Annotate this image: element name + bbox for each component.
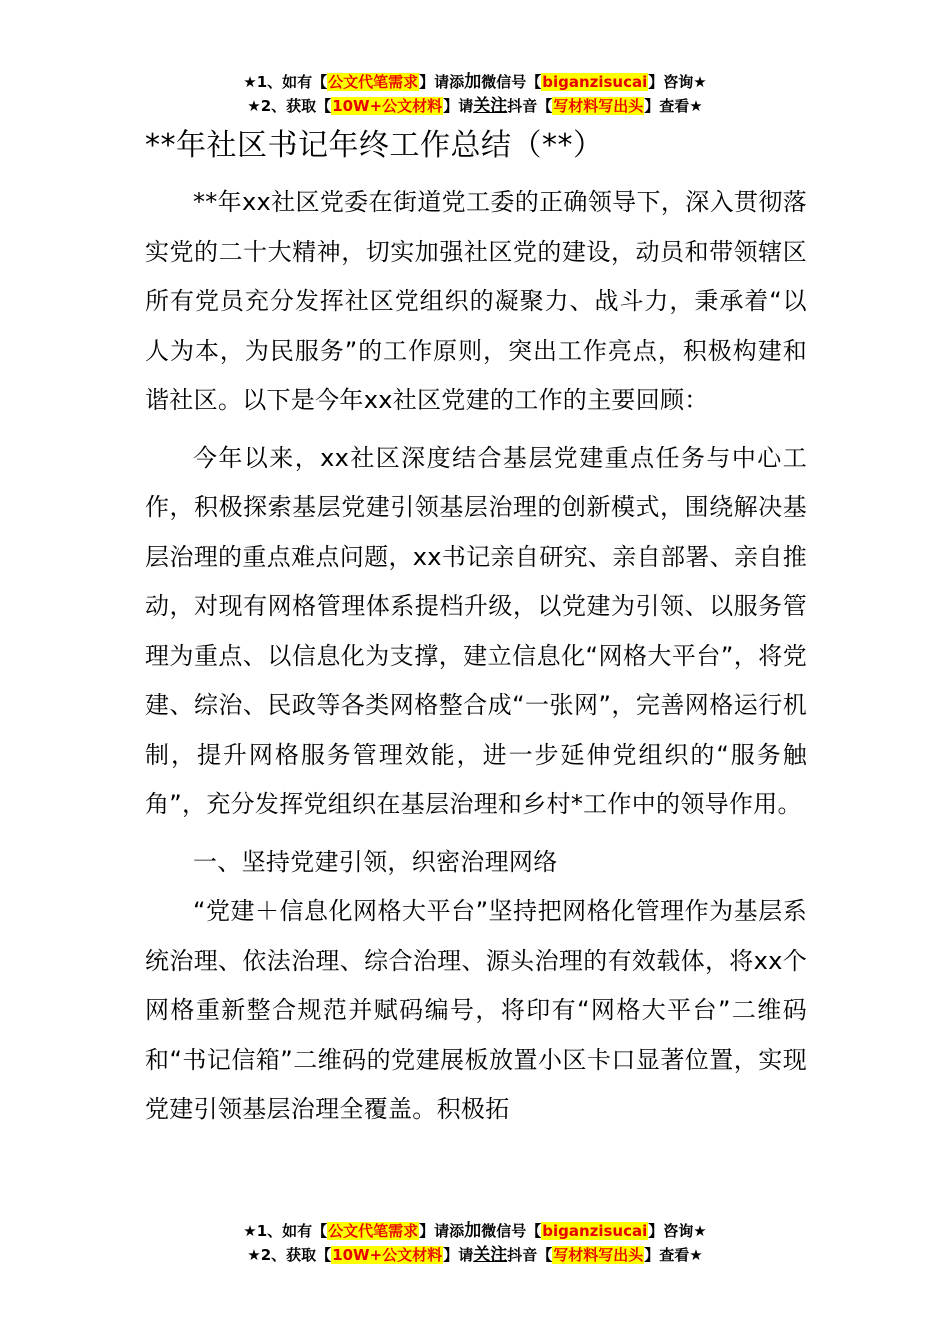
- banner-douyin-id: 写材料写出头: [553, 97, 644, 115]
- banner-text: ★2、获取【: [247, 1246, 332, 1264]
- banner-text: ★2、获取【: [247, 97, 332, 115]
- banner-bold-word: 加: [464, 1221, 482, 1241]
- section-heading-1: 一、坚持党建引领，织密治理网络: [193, 847, 558, 876]
- banner-text: 】请: [443, 1246, 474, 1264]
- document-body: [145, 122, 807, 1135]
- banner-text: 微信号【: [481, 73, 542, 91]
- banner-bold-word: 加: [464, 72, 482, 92]
- banner-line-1: [0, 70, 950, 94]
- banner-text: 】请添: [419, 73, 465, 91]
- banner-text: 】咨询★: [648, 1222, 707, 1240]
- banner-text: 抖音【: [507, 97, 553, 115]
- banner-line-1: [0, 1219, 950, 1243]
- banner-text: 】咨询★: [648, 73, 707, 91]
- paragraph-intro: **年xx社区党委在街道党工委的正确领导下，深入贯彻落实党的二十大精神，切实加强社区党的建设，动员和带领辖区所有党员充分发挥社区党组织的凝聚力、战斗力，秉承着“以人为本，为民服务”的工作原则，突出工作亮点，积极构建和谐社区。以下是今年xx社区党建的工作的主要回顾：: [145, 188, 807, 414]
- banner-text: ★1、如有【: [243, 1222, 328, 1240]
- paragraph-section-1: “党建＋信息化网格大平台”坚持把网格化管理作为基层系统治理、依法治理、综合治理、源头治理的有效载体，将xx个网格重新整合规范并赋码编号，将印有“网格大平台”二维码和“书记信箱”二维码的党建展板放置小区卡口显著位置，实现党建引领基层治理全覆盖。积极拓: [145, 897, 807, 1123]
- document-title: **年社区书记年终工作总结（**）: [145, 128, 604, 163]
- banner-text: 微信号【: [481, 1222, 542, 1240]
- banner-wechat-id: biganzisucai: [542, 1222, 648, 1240]
- banner-line-2: [0, 1243, 950, 1267]
- banner-highlight: 公文代笔需求: [328, 73, 419, 91]
- banner-text: 】查看★: [644, 97, 703, 115]
- banner-text: 抖音【: [507, 1246, 553, 1264]
- banner-highlight: 10W+公文材料: [332, 1246, 443, 1264]
- banner-underline-word: 关注: [473, 1245, 508, 1265]
- banner-douyin-id: 写材料写出头: [553, 1246, 644, 1264]
- banner-text: ★1、如有【: [243, 73, 328, 91]
- banner-highlight: 公文代笔需求: [328, 1222, 419, 1240]
- banner-highlight: 10W+公文材料: [332, 97, 443, 115]
- footer-banner: [0, 1219, 950, 1267]
- banner-underline-word: 关注: [473, 96, 508, 116]
- banner-text: 】查看★: [644, 1246, 703, 1264]
- paragraph-overview: 今年以来，xx社区深度结合基层党建重点任务与中心工作，积极探索基层党建引领基层治理的创新模式，围绕解决基层治理的重点难点问题，xx书记亲自研究、亲自部署、亲自推动，对现有网格管理体系提档升级，以党建为引领、以服务管理为重点、以信息化为支撑，建立信息化“网格大平台”，将党建、综治、民政等各类网格整合成“一张网”，完善网格运行机制，提升网格服务管理效能，进一步延伸党组织的“服务触角”，充分发挥党组织在基层治理和乡村*工作中的领导作用。: [145, 443, 807, 818]
- banner-wechat-id: biganzisucai: [542, 73, 648, 91]
- banner-text: 】请添: [419, 1222, 465, 1240]
- header-banner: [0, 70, 950, 118]
- banner-text: 】请: [443, 97, 474, 115]
- banner-line-2: [0, 94, 950, 118]
